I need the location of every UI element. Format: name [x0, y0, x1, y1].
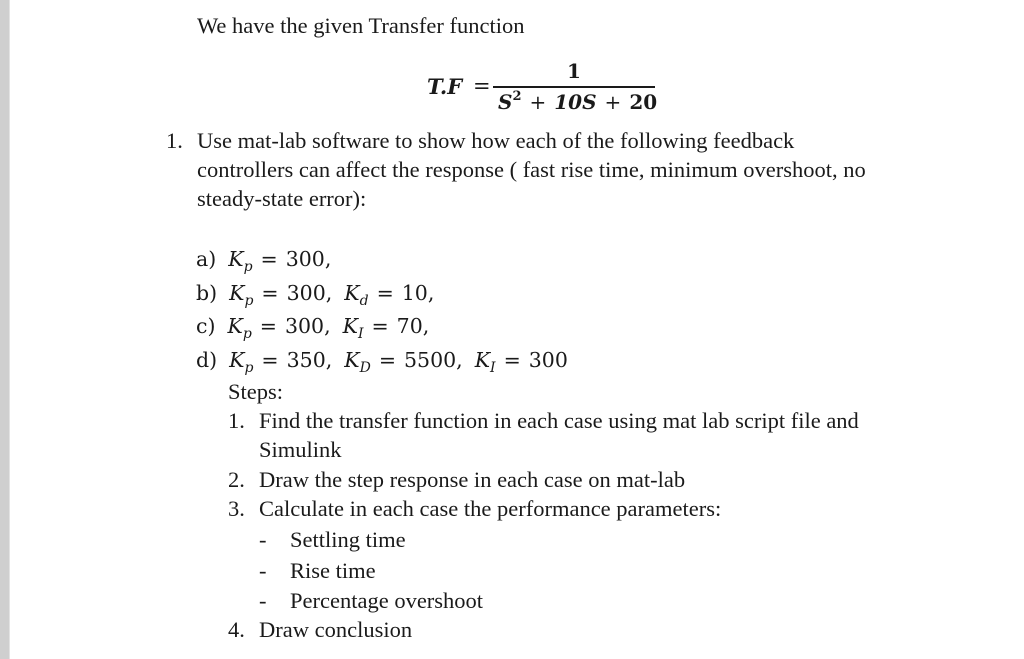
task-number: 1.: [166, 128, 183, 153]
case-d: d) $K_p = 350$, $K_D = 5500$, $K_I = 300$: [196, 348, 568, 376]
step-2-text: Draw the step response in each case on mat-lab: [259, 467, 686, 492]
param-percentage-overshoot: Percentage overshoot: [290, 588, 484, 613]
task-line-1: Use mat-lab software to show how each of the following feedback: [197, 128, 795, 153]
step-1-line-1: Find the transfer function in each case using mat lab script file and: [259, 408, 859, 433]
tf-equals: =: [473, 74, 491, 98]
tf-denominator: $S^2 + 10S + 20$: [498, 89, 658, 114]
step-4-text: Draw conclusion: [259, 617, 413, 642]
case-c: c) $K_p = 300$, $K_I = 70$,: [196, 314, 430, 342]
tf-numerator: 1: [567, 59, 581, 83]
case-b: b) $K_p = 300$, $K_d = 10$,: [196, 281, 435, 309]
steps-heading: Steps:: [228, 379, 284, 404]
tf-lhs: T.F: [427, 74, 463, 99]
step-1-line-2: Simulink: [259, 437, 342, 462]
case-a: a) $K_p = 300$,: [196, 247, 332, 275]
fraction-bar: [493, 86, 655, 88]
step-1-number: 1.: [228, 408, 245, 433]
step-4-number: 4.: [228, 617, 245, 642]
bullet-2: -: [259, 558, 267, 583]
step-3-text: Calculate in each case the performance parameters:: [259, 496, 722, 521]
bullet-3: -: [259, 588, 267, 613]
step-2-number: 2.: [228, 467, 245, 492]
param-rise-time: Rise time: [290, 558, 376, 583]
param-settling-time: Settling time: [290, 527, 406, 552]
bullet-1: -: [259, 527, 267, 552]
step-3-number: 3.: [228, 496, 245, 521]
intro-text: We have the given Transfer function: [197, 13, 525, 38]
task-line-2: controllers can affect the response ( fast rise time, minimum overshoot, no: [197, 157, 866, 182]
task-line-3: steady-state error):: [197, 186, 367, 211]
page-edge: [0, 0, 10, 659]
